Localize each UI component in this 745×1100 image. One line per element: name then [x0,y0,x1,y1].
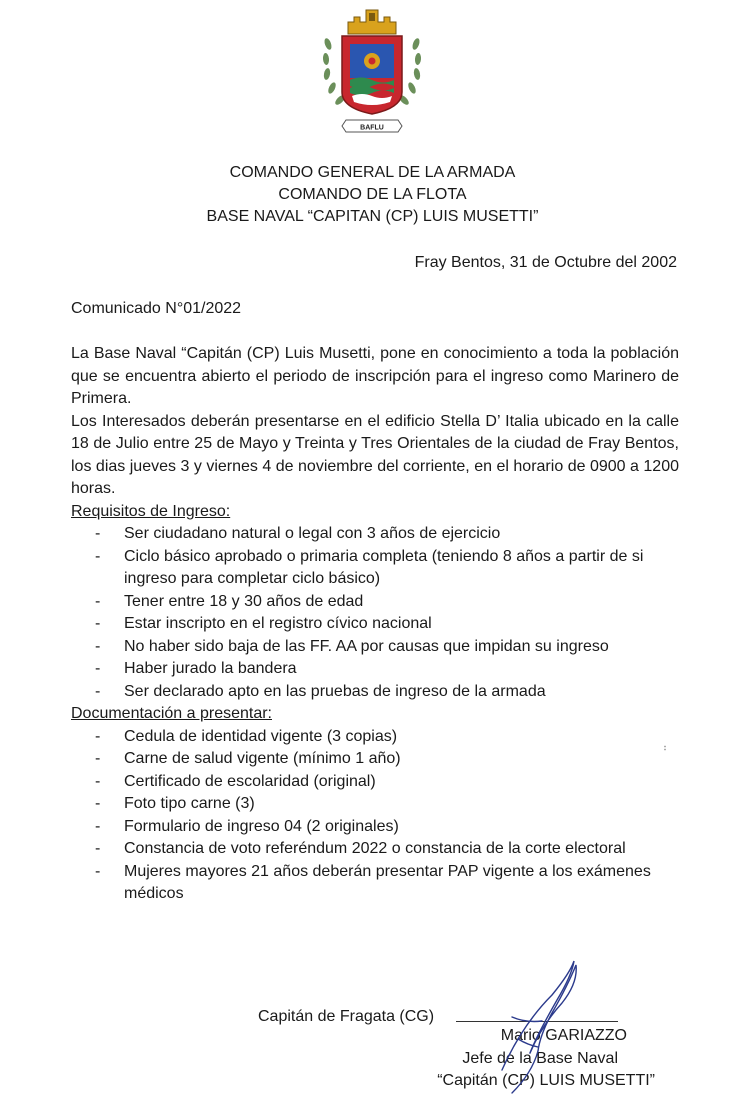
naval-base-crest-icon [318,4,426,136]
bullet-dash: - [95,727,101,745]
comunicado-number: Comunicado N°01/2022 [71,300,242,317]
signature-title: Jefe de la Base Naval [462,1049,618,1067]
list-item: - Formulario de ingreso 04 (2 originales) [71,816,679,839]
list-item: - Foto tipo carne (3) [71,793,679,816]
requisitos-list [71,523,679,703]
paper-speck [663,745,667,751]
bullet-dash: - [95,795,101,812]
list-item: - No haber sido baja de las FF. AA por causas que impidan su ingreso [71,636,679,659]
bullet-dash: - [95,660,101,677]
signature-name: Mario GARIAZZO [500,1027,627,1044]
document-heading [0,162,745,228]
bullet-dash: - [95,592,101,610]
documentacion-title: Documentación a presentar: [71,705,272,722]
bullet-dash: - [95,525,101,542]
list-item: - Tener entre 18 y 30 años de edad [71,591,679,614]
bullet-dash: - [95,817,101,835]
list-item: - Constancia de voto referéndum 2022 o constancia de la corte electoral [71,838,679,861]
bullet-dash: - [95,840,101,857]
handwritten-signature-icon [482,955,602,1095]
list-item: - Ser declarado apto en las pruebas de ingreso de la armada [71,681,679,704]
list-item: - Certificado de escolaridad (original) [71,771,679,794]
list-item: - Ser ciudadano natural o legal con 3 años de ejercicio [71,523,679,546]
list-item: - Mujeres mayores 21 años deberán presentar PAP vigente a los exámenes médicos [95,862,651,902]
signature-role: Capitán de Fragata (CG) [258,1008,435,1025]
bullet-dash: - [95,862,101,880]
bullet-dash: - [95,750,101,767]
paragraph-announcement: La Base Naval “Capitán (CP) Luis Musetti, pone en conocimiento a toda la población que se encuentra abierto el periodo de inscripción para el ingreso como Marinero de Primera. [71,345,679,407]
list-item: - Carne de salud vigente (mínimo 1 año) [71,748,679,771]
list-item: - Ciclo básico aprobado o primaria completa (teniendo 8 años a partir de si ingreso para completar ciclo básico) [95,547,644,587]
bullet-dash: - [95,615,101,632]
heading-line-2: COMANDO DE LA FLOTA [278,186,467,203]
document-body [71,343,679,906]
paragraph-instructions: Los Interesados deberán presentarse en el edificio Stella D’ Italia ubicado en la calle 18 de Julio entre 25 de Mayo y Treinta y Tres Orientales de la ciudad de Fray Bentos, los dias jueves 3 y viernes 4 de noviembre del corriente, en el horario de 0900 a 1200 horas. [71,412,679,497]
document-date: Fray Bentos, 31 de Octubre del 2002 [414,254,677,271]
bullet-dash: - [95,547,101,565]
bullet-dash: - [95,772,101,790]
requisitos-title: Requisitos de Ingreso: [71,502,231,520]
heading-line-1: COMANDO GENERAL DE LA ARMADA [229,164,516,181]
documentacion-list [71,726,679,906]
list-item: - Cedula de identidad vigente (3 copias) [71,726,679,749]
signature-base: “Capitán (CP) LUIS MUSETTI” [437,1072,655,1089]
heading-line-3: BASE NAVAL “CAPITAN (CP) LUIS MUSETTI” [206,208,539,225]
list-item: - Haber jurado la bandera [71,658,679,681]
bullet-dash: - [95,682,101,700]
bullet-dash: - [95,637,101,655]
crest-banner-text: BAFLU [360,124,384,132]
list-item: - Estar inscripto en el registro cívico nacional [71,613,679,636]
